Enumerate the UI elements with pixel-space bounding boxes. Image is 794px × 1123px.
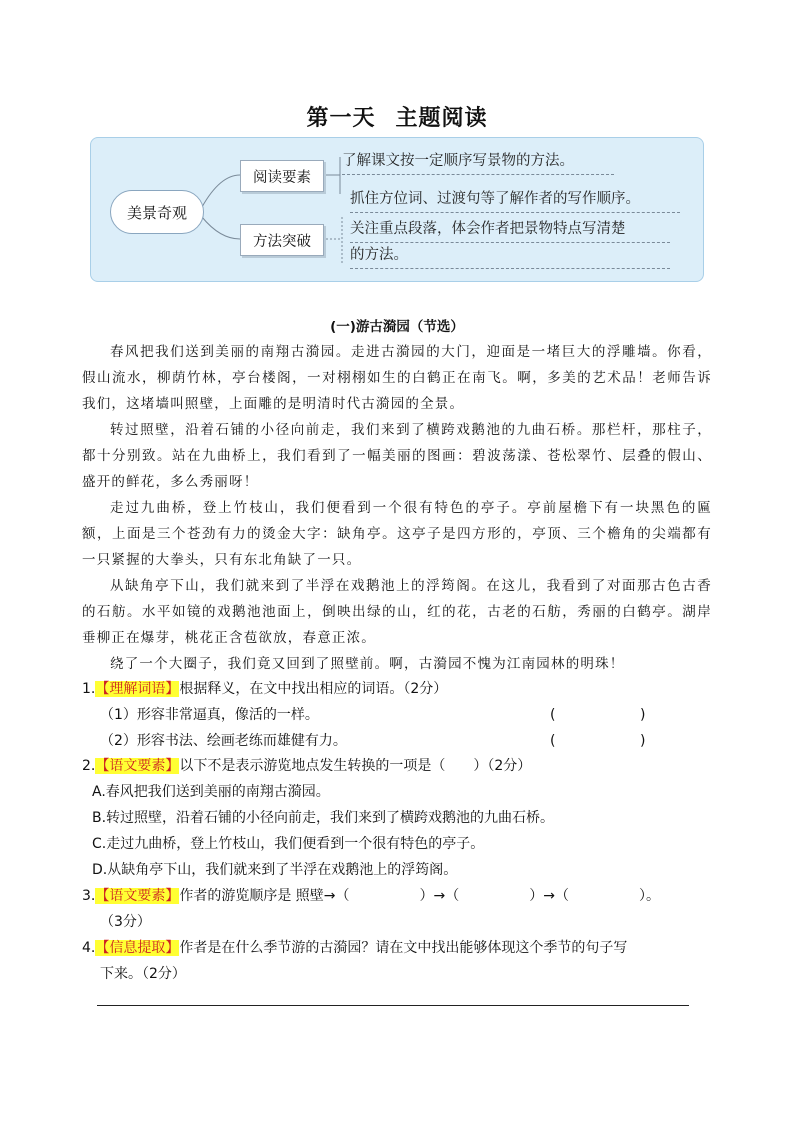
q1-sub1: （1）形容非常逼真，像活的一样。	[100, 707, 319, 723]
tag-reading-element: 阅读要素	[240, 160, 324, 192]
mindmap-center: 美景奇观	[110, 190, 204, 234]
question-tag: 【理解词语】	[95, 681, 180, 697]
question-1	[82, 676, 732, 702]
question-4	[82, 935, 732, 961]
question-tag: 【信息提取】	[95, 940, 180, 956]
title-day: 第一天	[306, 105, 376, 131]
passage	[82, 339, 712, 677]
option-c: C.走过九曲桥，登上竹枝山，我们便看到一个很有特色的亭子。	[92, 836, 485, 852]
question-text: 根据释义，在文中找出相应的词语。（2分）	[179, 681, 448, 697]
question-number: 1.	[82, 681, 96, 697]
paragraph: 走过九曲桥，登上竹枝山，我们便看到一个很有特色的亭子。亭前屋檐下有一块黑色的匾额，上面是三个苍劲有力的烫金大字：缺角亭。这亭子是四方形的，亭顶、三个檐角的尖端都有一只紧握的大拳头，只有东北角缺了一只。	[82, 500, 712, 568]
method-text-1: 抓住方位词、过渡句等了解作者的写作顺序。	[350, 186, 680, 213]
method-text-2b: 的方法。	[350, 242, 670, 269]
question-number: 2.	[82, 758, 96, 774]
question-tag: 【语文要素】	[95, 758, 180, 774]
page-title	[0, 101, 794, 132]
question-number: 4.	[82, 940, 96, 956]
q3-score: （3分）	[100, 914, 151, 930]
q1-blank1-open: (	[550, 707, 556, 723]
q4-text-continued: 下来。（2分）	[100, 966, 186, 982]
method-text-2a: 关注重点段落，体会作者把景物特点写清楚	[350, 216, 670, 243]
q1-sub2: （2）形容书法、绘画老练而雄健有力。	[100, 733, 347, 749]
option-b: B.转过照壁，沿着石铺的小径向前走，我们来到了横跨戏鹅池的九曲石桥。	[92, 810, 555, 826]
passage-title: (一)游古漪园（节选）	[330, 319, 464, 335]
reading-element-text: 了解课文按一定顺序写景物的方法。	[342, 148, 614, 175]
option-d: D.从缺角亭下山，我们就来到了半浮在戏鹅池上的浮筠阁。	[92, 862, 458, 878]
paragraph: 从缺角亭下山，我们就来到了半浮在戏鹅池上的浮筠阁。在这儿，我看到了对面那古色古香的石舫。水平如镜的戏鹅池池面上，倒映出绿的山，红的花，古老的石舫，秀丽的白鹤亭。湖岸垂柳正在爆芽，桃花正含苞欲放，春意正浓。	[82, 578, 712, 646]
paragraph: 绕了一个大圈子，我们竟又回到了照壁前。啊，古漪园不愧为江南园林的明珠！	[110, 656, 625, 672]
tag-method: 方法突破	[240, 224, 324, 256]
answer-line[interactable]	[97, 1005, 689, 1006]
question-tag: 【语文要素】	[95, 888, 180, 904]
q1-blank2-close: )	[640, 733, 646, 749]
paragraph: 转过照壁，沿着石铺的小径向前走，我们来到了横跨戏鹅池的九曲石桥。那栏杆，那柱子，都十分别致。站在九曲桥上，我们看到了一幅美丽的图画：碧波荡漾、苍松翠竹、层叠的假山、盛开的鲜花，多么秀丽呀！	[82, 422, 712, 490]
question-text: 作者的游览顺序是 照壁→（ ）→（ ）→（ ）。	[179, 888, 660, 904]
q1-blank2-open: (	[550, 733, 556, 749]
question-2	[82, 753, 732, 779]
title-topic: 主题阅读	[395, 105, 488, 131]
paragraph: 春风把我们送到美丽的南翔古漪园。走进古漪园的大门，迎面是一堵巨大的浮雕墙。你看，假山流水，柳荫竹林，亭台楼阁，一对栩栩如生的白鹤正在南飞。啊，多美的艺术品！老师告诉我们，这堵墙叫照壁，上面雕的是明清时代古漪园的全景。	[82, 344, 712, 412]
question-text: 以下不是表示游览地点发生转换的一项是（ ）（2分）	[179, 758, 532, 774]
option-a: A.春风把我们送到美丽的南翔古漪园。	[92, 784, 330, 800]
question-number: 3.	[82, 888, 96, 904]
q1-blank1-close: )	[640, 707, 646, 723]
question-3	[82, 883, 732, 909]
question-text: 作者是在什么季节游的古漪园？请在文中找出能够体现这个季节的句子写	[179, 940, 628, 956]
